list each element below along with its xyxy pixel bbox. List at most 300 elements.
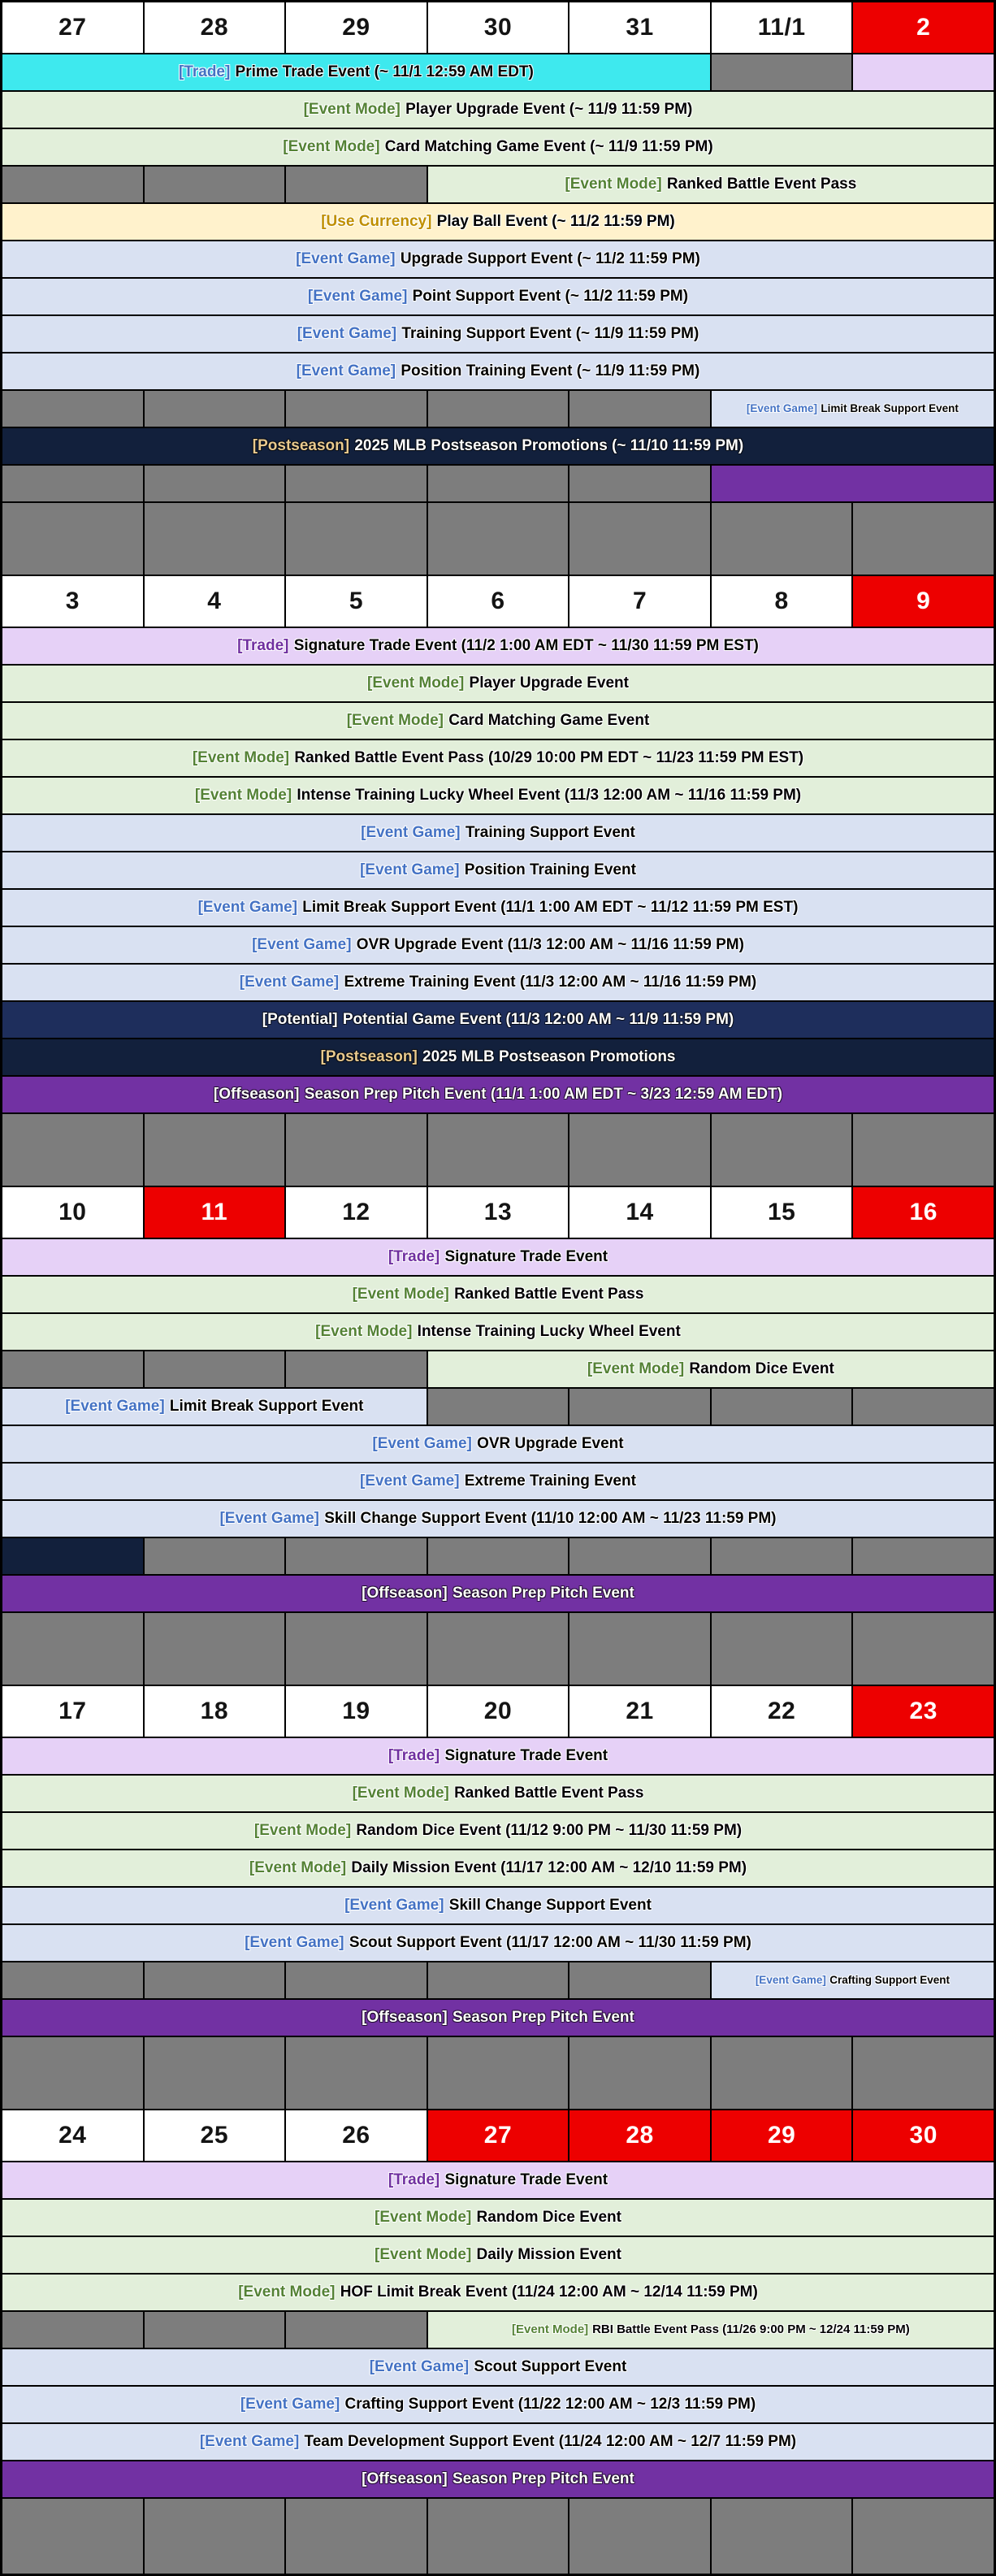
event-bar	[2, 1925, 994, 1961]
spacer-cell	[428, 1114, 569, 1186]
filler-cell	[853, 1538, 994, 1574]
day-cell	[428, 2, 569, 53]
event-title: Intense Training Lucky Wheel Event	[417, 1323, 681, 1341]
event-title: HOF Limit Break Event (11/24 12:00 AM ~ 12/14 11:59 PM)	[340, 2283, 758, 2301]
event-bar	[2, 1426, 994, 1462]
event-tag: [Event Game]	[65, 1398, 165, 1416]
event-bar	[2, 1464, 994, 1499]
event-bar-text	[283, 139, 712, 155]
day-cell	[569, 2110, 710, 2161]
week-4	[2, 1686, 994, 2109]
day-label: 16	[909, 1199, 938, 1225]
spacer-cell	[2, 2499, 143, 2574]
event-bar	[2, 1501, 994, 1537]
event-tag: [Trade]	[237, 637, 289, 655]
event-title: Player Upgrade Event (~ 11/9 11:59 PM)	[405, 101, 693, 119]
event-bar-text	[245, 1935, 751, 1951]
day-label: 27	[58, 14, 87, 41]
spacer-cell	[712, 2499, 852, 2574]
event-bar	[2, 1813, 994, 1849]
event-tag: [Event Game]	[197, 899, 298, 917]
event-bar	[428, 167, 994, 202]
spacer-cell	[145, 1613, 285, 1685]
event-title: Scout Support Event (11/17 12:00 AM ~ 11/30 11:59 PM)	[349, 1934, 751, 1952]
filler-cell	[286, 1538, 427, 1574]
event-title: Team Development Support Event (11/24 12:00 AM ~ 12/7 11:59 PM)	[304, 2433, 797, 2451]
day-cell	[286, 1686, 427, 1737]
event-tag: [Event Mode]	[192, 749, 290, 767]
event-bar-text	[238, 2284, 758, 2301]
filler-cell	[569, 1538, 710, 1574]
event-tag: [Trade]	[388, 2171, 440, 2189]
event-bar-text	[344, 1897, 652, 1914]
week-3	[2, 1187, 994, 1685]
event-row	[2, 1813, 994, 1849]
event-tag: [Event Game]	[361, 824, 461, 842]
event-bar	[2, 2000, 994, 2036]
event-row	[2, 1239, 994, 1275]
event-tag: [Event Game]	[219, 1510, 319, 1528]
filler-cell	[2, 391, 143, 427]
day-cell	[145, 2, 285, 53]
event-bar	[2, 890, 994, 926]
day-cell	[286, 576, 427, 627]
event-bar-text	[388, 1249, 608, 1265]
event-bar	[2, 1776, 994, 1811]
event-title: Ranked Battle Event Pass	[454, 1785, 644, 1802]
event-bar	[2, 2162, 994, 2198]
event-tag: [Trade]	[388, 1248, 440, 1266]
event-bar	[2, 2424, 994, 2460]
spacer-cell	[145, 1114, 285, 1186]
filler-cell	[428, 1389, 569, 1425]
event-row	[2, 1277, 994, 1312]
event-bar-text	[372, 1436, 623, 1452]
day-label: 14	[626, 1199, 654, 1225]
event-bar	[2, 1039, 994, 1075]
day-label: 27	[483, 2122, 513, 2149]
event-bar	[2, 815, 994, 851]
day-label: 20	[483, 1698, 513, 1724]
event-bar-text	[362, 1585, 634, 1602]
event-row	[2, 1925, 994, 1961]
event-row	[2, 1962, 994, 1998]
event-row	[2, 1077, 994, 1112]
filler-cell	[712, 54, 852, 90]
event-tag: [Event Game]	[372, 1435, 472, 1453]
spacer-cell	[569, 2037, 710, 2109]
event-tag: [Event Mode]	[352, 1286, 449, 1303]
spacer-cell	[145, 503, 285, 575]
event-bar-text	[353, 1785, 644, 1802]
event-tag: [Postseason]	[252, 437, 350, 455]
event-title: Season Prep Pitch Event	[452, 1585, 634, 1602]
event-bar-text	[347, 713, 650, 729]
day-cell	[2, 1187, 143, 1238]
event-row	[2, 129, 994, 165]
event-title: Position Training Event	[464, 861, 636, 879]
filler-cell	[712, 1538, 852, 1574]
event-bar-text	[252, 937, 744, 953]
filler-cell	[569, 1962, 710, 1998]
day-label: 28	[200, 14, 229, 41]
filler-cell	[712, 466, 994, 501]
event-row	[2, 2461, 994, 2497]
spacer-cell	[286, 1613, 427, 1685]
spacer-cell	[286, 1114, 427, 1186]
day-label: 26	[342, 2122, 370, 2149]
filler-cell	[286, 1351, 427, 1387]
event-bar-text	[297, 363, 700, 379]
event-bar-text	[195, 787, 801, 804]
event-bar	[2, 92, 994, 128]
event-tag: [Potential]	[262, 1011, 338, 1029]
event-bar-text	[198, 900, 799, 916]
spacer-cell	[286, 2499, 427, 2574]
event-row	[2, 1850, 994, 1886]
event-bar	[2, 353, 994, 389]
spacer-cell	[2, 1114, 143, 1186]
event-title: Extreme Training Event	[464, 1472, 636, 1490]
spacer-cell	[2, 2037, 143, 2109]
event-tag: [Event Mode]	[346, 712, 444, 730]
day-label: 30	[909, 2122, 938, 2149]
day-label: 18	[200, 1698, 229, 1724]
event-bar	[2, 2387, 994, 2422]
filler-cell	[145, 167, 285, 202]
event-bar	[2, 666, 994, 701]
event-row	[2, 2162, 994, 2198]
day-cell	[145, 1187, 285, 1238]
day-cell	[2, 576, 143, 627]
event-bar	[2, 965, 994, 1000]
filler-cell	[2, 167, 143, 202]
event-bar-text	[367, 675, 629, 692]
filler-cell	[145, 2312, 285, 2348]
spacer-cell	[712, 503, 852, 575]
event-tag: [Event Game]	[344, 1897, 444, 1915]
event-bar	[2, 2200, 994, 2236]
event-title: Crafting Support Event	[829, 1973, 951, 1986]
day-label: 4	[207, 588, 222, 614]
event-tag: [Event Mode]	[587, 1360, 685, 1378]
event-title: RBI Battle Event Pass (11/26 9:00 PM ~ 12/24 11:59 PM)	[592, 2322, 910, 2337]
week-5	[2, 2110, 994, 2574]
event-row	[2, 2424, 994, 2460]
day-row	[2, 2, 994, 53]
filler-cell	[286, 1962, 427, 1998]
event-row	[2, 1426, 994, 1462]
event-bar	[712, 391, 994, 427]
event-title: Ranked Battle Event Pass (10/29 10:00 PM EDT ~ 11/23 11:59 PM EST)	[294, 749, 804, 767]
filler-cell	[286, 2312, 427, 2348]
event-tag: [Event Game]	[360, 1472, 460, 1490]
event-bar-text	[747, 403, 959, 414]
event-row	[2, 353, 994, 389]
spacer-cell	[569, 1114, 710, 1186]
event-row	[2, 92, 994, 128]
event-title: 2025 MLB Postseason Promotions	[422, 1048, 676, 1066]
event-row	[2, 1501, 994, 1537]
day-label: 11/1	[757, 14, 806, 41]
day-label: 6	[491, 588, 505, 614]
event-bar-text	[308, 288, 688, 305]
event-tag: [Event Mode]	[367, 674, 465, 692]
day-cell	[428, 1686, 569, 1737]
event-row	[2, 316, 994, 352]
event-bar-text	[315, 1324, 681, 1340]
event-tag: [Event Mode]	[565, 176, 662, 193]
filler-cell	[286, 391, 427, 427]
event-bar-text	[65, 1399, 363, 1415]
event-bar-text	[587, 1361, 834, 1377]
event-bar	[2, 54, 710, 90]
event-title: Crafting Support Event (11/22 12:00 AM ~ 12/3 11:59 PM)	[344, 2396, 756, 2413]
event-bar-text	[262, 1012, 734, 1028]
event-row	[2, 279, 994, 314]
event-row	[2, 466, 994, 501]
event-row	[2, 628, 994, 664]
day-cell	[145, 576, 285, 627]
day-label: 29	[342, 14, 370, 41]
event-tag: [Event Game]	[297, 325, 397, 343]
day-cell	[145, 2110, 285, 2161]
day-label: 22	[767, 1698, 796, 1724]
event-bar-text	[200, 2434, 796, 2450]
event-bar-text	[254, 1823, 742, 1839]
event-bar-text	[370, 2359, 627, 2375]
event-bar	[2, 1576, 994, 1611]
filler-cell	[2, 2312, 143, 2348]
event-tag: [Event Mode]	[352, 1785, 449, 1802]
filler-cell	[428, 1962, 569, 1998]
filler-cell	[145, 1538, 285, 1574]
event-bar	[2, 279, 994, 314]
event-tag: [Event Game]	[252, 936, 352, 954]
event-row	[2, 740, 994, 776]
day-cell	[2, 1686, 143, 1737]
filler-cell	[569, 466, 710, 501]
event-tag: [Offseason]	[362, 2009, 448, 2027]
filler-cell	[286, 167, 427, 202]
event-bar-text	[360, 1473, 636, 1490]
day-label: 30	[483, 14, 513, 41]
event-row	[2, 1776, 994, 1811]
event-bar	[2, 2237, 994, 2273]
event-tag: [Event Mode]	[253, 1822, 352, 1840]
event-title: Extreme Training Event (11/3 12:00 AM ~ 11/16 11:59 PM)	[344, 974, 757, 991]
event-bar	[2, 1389, 427, 1425]
event-bar-text	[360, 862, 636, 878]
event-row	[2, 1464, 994, 1499]
event-title: Ranked Battle Event Pass	[666, 176, 857, 193]
spacer-cell	[853, 2037, 994, 2109]
event-title: Random Dice Event (11/12 9:00 PM ~ 11/30 11:59 PM)	[356, 1822, 743, 1840]
event-title: Skill Change Support Event	[448, 1897, 652, 1915]
event-bar	[428, 1351, 994, 1387]
event-title: Card Matching Game Event	[448, 712, 650, 730]
event-bar-text	[237, 638, 759, 654]
event-row	[2, 2275, 994, 2310]
event-row	[2, 1002, 994, 1038]
event-row	[2, 1314, 994, 1350]
event-tag: [Event Game]	[296, 362, 396, 380]
event-row	[2, 428, 994, 464]
event-bar-text	[388, 1748, 608, 1764]
event-title: Daily Mission Event (11/17 12:00 AM ~ 12/10 11:59 PM)	[351, 1859, 747, 1877]
event-bar-text	[565, 176, 856, 193]
event-title: Limit Break Support Event (11/1 1:00 AM EDT ~ 11/12 11:59 PM EST)	[302, 899, 799, 917]
filler-cell	[2, 1962, 143, 1998]
spacer-cell	[569, 1613, 710, 1685]
event-bar-text	[214, 1086, 782, 1103]
event-row	[2, 2237, 994, 2273]
event-bar	[2, 2461, 994, 2497]
day-cell	[712, 2, 852, 53]
event-bar	[2, 1314, 994, 1350]
event-bar	[2, 204, 994, 240]
day-label: 8	[774, 588, 789, 614]
event-bar-text	[321, 214, 675, 230]
event-bar	[2, 1277, 994, 1312]
event-bar	[2, 1738, 994, 1774]
spacer-cell	[428, 503, 569, 575]
event-bar-text	[179, 64, 534, 80]
event-bar	[2, 316, 994, 352]
spacer-cell	[569, 2499, 710, 2574]
event-title: Prime Trade Event (~ 11/1 12:59 AM EDT)	[235, 63, 534, 81]
event-tag: [Event Mode]	[283, 138, 380, 156]
event-bar-text	[388, 2172, 608, 2188]
day-label: 7	[632, 588, 647, 614]
event-bar-text	[249, 1860, 747, 1876]
event-bar-text	[219, 1511, 776, 1527]
spacer-cell	[712, 1613, 852, 1685]
filler-cell	[853, 54, 994, 90]
event-row	[2, 204, 994, 240]
event-title: Point Support Event (~ 11/2 11:59 PM)	[412, 288, 689, 306]
event-tag: [Offseason]	[213, 1086, 300, 1104]
event-bar-text	[193, 750, 803, 766]
event-bar	[2, 852, 994, 888]
event-bar	[2, 1077, 994, 1112]
spacer-cell	[145, 2499, 285, 2574]
spacer-row	[2, 1114, 994, 1186]
week-2	[2, 576, 994, 1186]
event-tag: [Event Game]	[746, 401, 817, 414]
filler-cell	[2, 1538, 143, 1574]
event-title: OVR Upgrade Event	[477, 1435, 624, 1453]
event-title: Signature Trade Event	[444, 2171, 608, 2189]
day-cell	[712, 2110, 852, 2161]
spacer-cell	[853, 2499, 994, 2574]
event-bar	[428, 2312, 994, 2348]
event-tag: [Postseason]	[320, 1048, 418, 1066]
day-label: 25	[200, 2122, 229, 2149]
event-tag: [Event Game]	[296, 250, 396, 268]
week-1	[2, 2, 994, 575]
event-row	[2, 927, 994, 963]
day-label: 23	[909, 1698, 938, 1724]
event-row	[2, 2312, 994, 2348]
day-label: 19	[342, 1698, 370, 1724]
event-row	[2, 2349, 994, 2385]
event-bar	[2, 2349, 994, 2385]
spacer-cell	[145, 2037, 285, 2109]
event-tag: [Use Currency]	[321, 213, 432, 231]
filler-cell	[428, 391, 569, 427]
event-row	[2, 2000, 994, 2036]
event-title: Ranked Battle Event Pass	[454, 1286, 644, 1303]
event-title: Random Dice Event	[476, 2209, 621, 2227]
filler-cell	[145, 466, 285, 501]
event-bar-text	[296, 251, 700, 267]
event-tag: [Offseason]	[362, 1585, 448, 1602]
event-tag: [Event Game]	[199, 2433, 300, 2451]
event-tag: [Event Mode]	[375, 2209, 472, 2227]
spacer-cell	[428, 2499, 569, 2574]
event-bar-text	[240, 974, 757, 991]
day-label: 3	[65, 588, 80, 614]
event-tag: [Event Game]	[369, 2358, 470, 2376]
event-row	[2, 391, 994, 427]
event-bar	[2, 1239, 994, 1275]
event-title: Training Support Event (~ 11/9 11:59 PM)	[401, 325, 699, 343]
event-row	[2, 852, 994, 888]
event-bar	[2, 1850, 994, 1886]
event-tag: [Event Mode]	[249, 1859, 347, 1877]
spacer-cell	[712, 2037, 852, 2109]
event-tag: [Event Game]	[360, 861, 460, 879]
event-bar-text	[321, 1049, 676, 1065]
event-tag: [Event Mode]	[315, 1323, 413, 1341]
event-bar-text	[353, 1286, 644, 1303]
event-row	[2, 1538, 994, 1574]
day-label: 24	[58, 2122, 87, 2149]
day-label: 12	[342, 1199, 370, 1225]
spacer-cell	[286, 2037, 427, 2109]
event-bar	[2, 2275, 994, 2310]
event-title: Limit Break Support Event	[169, 1398, 364, 1416]
event-tag: [Event Mode]	[511, 2322, 589, 2337]
event-bar	[2, 241, 994, 277]
event-bar-text	[304, 102, 693, 118]
event-row	[2, 167, 994, 202]
event-tag: [Event Game]	[307, 288, 408, 306]
day-cell	[853, 1187, 994, 1238]
filler-cell	[145, 1351, 285, 1387]
event-title: Season Prep Pitch Event	[452, 2470, 634, 2488]
day-cell	[286, 2, 427, 53]
event-bar-text	[375, 2210, 621, 2226]
spacer-cell	[2, 1613, 143, 1685]
filler-cell	[286, 466, 427, 501]
event-tag: [Event Game]	[755, 1973, 826, 1986]
event-bar	[2, 927, 994, 963]
day-cell	[712, 576, 852, 627]
day-cell	[286, 2110, 427, 2161]
event-title: Daily Mission Event	[476, 2246, 621, 2264]
event-bar	[2, 778, 994, 813]
day-row	[2, 1686, 994, 1737]
filler-cell	[853, 1389, 994, 1425]
event-title: Training Support Event	[465, 824, 635, 842]
day-cell	[428, 2110, 569, 2161]
event-bar	[2, 740, 994, 776]
event-tag: [Event Mode]	[303, 101, 401, 119]
spacer-cell	[853, 1613, 994, 1685]
filler-cell	[2, 1351, 143, 1387]
